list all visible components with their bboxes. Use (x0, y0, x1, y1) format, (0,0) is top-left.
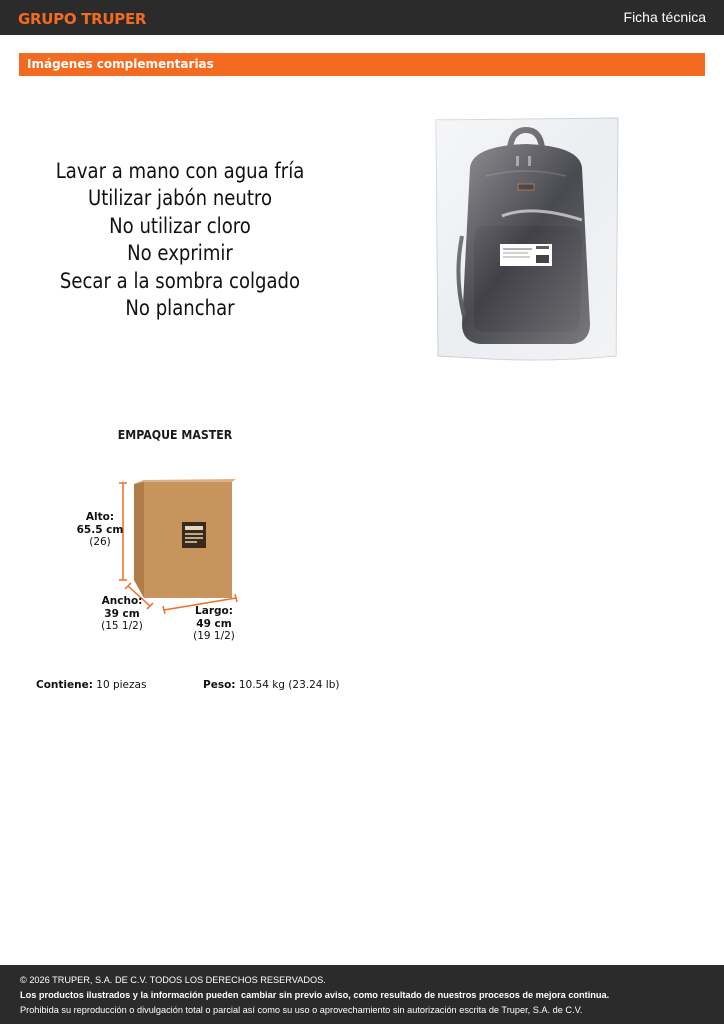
dimension-height-value: 65.5 cm (76, 523, 124, 536)
package-weight-label: Peso: (203, 679, 236, 691)
dimension-length-label: Largo: (195, 605, 233, 617)
dimension-length-value: 49 cm (196, 617, 232, 630)
care-line: No exprimir (127, 241, 233, 266)
package-weight-value: 10.54 kg (23.24 lb) (238, 679, 340, 691)
brand-logo: GRUPO TRUPER (18, 10, 147, 28)
section-header (19, 53, 705, 76)
document-type: Ficha técnica (623, 9, 706, 25)
master-pack-title: EMPAQUE MASTER (117, 427, 233, 442)
care-line: No utilizar cloro (109, 213, 251, 238)
care-line: Utilizar jabón neutro (87, 186, 273, 211)
dimension-width-inches: (15 1/2) (101, 620, 143, 632)
dimension-height (72, 511, 128, 549)
footer-legal: Prohibida su reproducción o divulgación total o parcial así como su uso o aprovechamiento sin autorización escrita de Truper, S.A. de C.V. (20, 1005, 583, 1015)
pieces-count (36, 679, 146, 691)
dimension-width-label: Ancho: (101, 595, 143, 607)
top-bar (0, 0, 724, 35)
pieces-count-value: 10 piezas (96, 679, 147, 691)
care-instructions (30, 158, 330, 322)
footer (0, 965, 724, 1024)
footer-notice: Los productos ilustrados y la información pueden cambiar sin previo aviso, como resultado de nuestros procesos de mejora continua. (20, 990, 610, 1000)
care-line: Lavar a mano con agua fría (55, 159, 305, 183)
dimension-width (94, 595, 150, 633)
dimension-height-inches: (26) (89, 536, 111, 548)
backpack-in-bag-icon (432, 116, 620, 364)
section-title: Imágenes complementarias (27, 57, 214, 71)
dimension-height-label: Alto: (85, 511, 115, 523)
dimension-width-value: 39 cm (104, 607, 140, 620)
dimension-length-inches: (19 1/2) (193, 630, 235, 642)
care-line: No planchar (125, 296, 235, 321)
pieces-count-label: Contiene: (36, 679, 93, 691)
care-line: Secar a la sombra colgado (59, 268, 301, 293)
dimension-length (186, 605, 242, 643)
package-weight (203, 679, 339, 691)
footer-copyright: © 2026 TRUPER, S.A. DE C.V. TODOS LOS DERECHOS RESERVADOS. (20, 975, 326, 985)
